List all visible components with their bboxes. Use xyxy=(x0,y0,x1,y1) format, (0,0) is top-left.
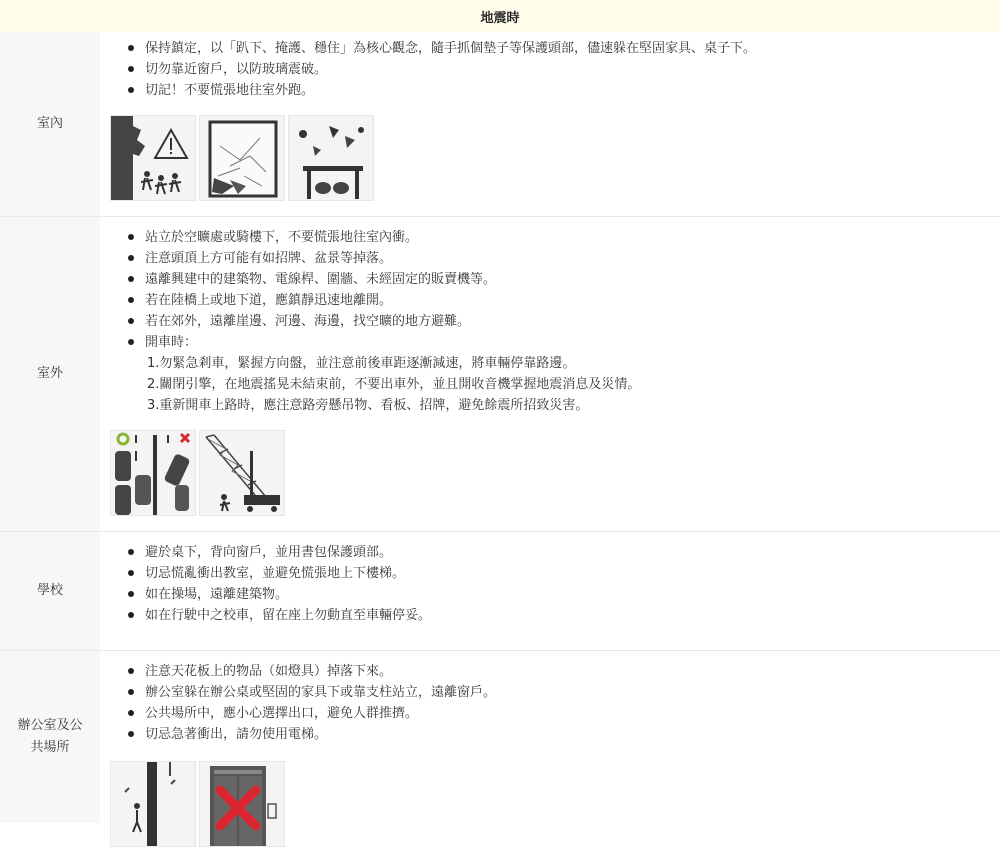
table-header xyxy=(0,0,1000,32)
driving-title: 開車時： xyxy=(145,335,198,350)
list-item: 如在行駛中之校車，留在座上勿動直至車輛停妥。 xyxy=(145,605,1000,626)
label-office: 辦公室及公共場所 xyxy=(0,651,100,823)
no-elevator-icon xyxy=(199,761,285,847)
content-outdoor xyxy=(100,217,1000,531)
indoor-list xyxy=(108,38,1000,101)
indoor-images xyxy=(110,115,1000,201)
driving-step: 3.重新開車上路時，應注意路旁懸吊物、看板、招牌，避免餘震所招致災害。 xyxy=(147,398,589,413)
driving-step: 1.勿緊急剎車，緊握方向盤，並注意前後車距逐漸減速，將車輛停靠路邊。 xyxy=(147,356,576,371)
table-title: 地震時 xyxy=(480,10,520,26)
list-item: 切勿靠近窗戶，以防玻璃震破。 xyxy=(145,59,1000,80)
content-indoor xyxy=(100,32,1000,216)
office-list xyxy=(108,661,1000,745)
label-outdoor: 室外 xyxy=(0,217,100,531)
outdoor-images xyxy=(110,430,1000,516)
hide-under-table-icon xyxy=(288,115,374,201)
list-item: 注意頭頂上方可能有如招牌、盆景等掉落。 xyxy=(145,248,1000,269)
school-list xyxy=(108,542,1000,626)
driving-step: 2.關閉引擎，在地震搖晃未結束前，不要出車外，並且開收音機掌握地震消息及災情。 xyxy=(147,377,641,392)
label-indoor: 室內 xyxy=(0,32,100,216)
list-item: 切忌慌亂衝出教室，並避免慌張地上下樓梯。 xyxy=(145,563,1000,584)
crane-collapse-icon xyxy=(199,430,285,516)
row-indoor xyxy=(0,32,1000,217)
content-school xyxy=(100,532,1000,650)
label-school: 學校 xyxy=(0,532,100,650)
list-item: 公共場所中，應小心選擇出口，避免人群推擠。 xyxy=(145,703,1000,724)
list-item: 注意天花板上的物品（如燈具）掉落下來。 xyxy=(145,661,1000,682)
list-item: 若在郊外，遠離崖邊、河邊、海邊，找空曠的地方避難。 xyxy=(145,311,1000,332)
content-office xyxy=(100,651,1000,823)
list-item: 辦公室躲在辦公桌或堅固的家具下或靠支柱站立，遠離窗戶。 xyxy=(145,682,1000,703)
falling-people-icon xyxy=(110,115,196,201)
office-images xyxy=(110,761,1000,847)
list-item: 遠離興建中的建築物、電線桿、圍牆、未經固定的販賣機等。 xyxy=(145,269,1000,290)
row-office xyxy=(0,651,1000,823)
list-item-driving xyxy=(145,332,1000,416)
list-item: 切記！不要慌張地往室外跑。 xyxy=(145,80,1000,101)
list-item: 若在陸橋上或地下道，應鎮靜迅速地離開。 xyxy=(145,290,1000,311)
row-school xyxy=(0,532,1000,651)
list-item: 保持鎮定，以「趴下、掩護、穩住」為核心觀念，隨手抓個墊子等保護頭部，儘速躲在堅固家具、桌子下。 xyxy=(145,38,1000,59)
broken-window-icon xyxy=(199,115,285,201)
list-item: 站立於空曠處或騎樓下，不要慌張地往室內衝。 xyxy=(145,227,1000,248)
list-item: 如在操場，遠離建築物。 xyxy=(145,584,1000,605)
office-pillar-icon xyxy=(110,761,196,847)
list-item: 切忌急著衝出，請勿使用電梯。 xyxy=(145,724,1000,745)
outdoor-list xyxy=(108,227,1000,416)
car-parking-icon xyxy=(110,430,196,516)
row-outdoor xyxy=(0,217,1000,532)
list-item: 避於桌下，背向窗戶，並用書包保護頭部。 xyxy=(145,542,1000,563)
